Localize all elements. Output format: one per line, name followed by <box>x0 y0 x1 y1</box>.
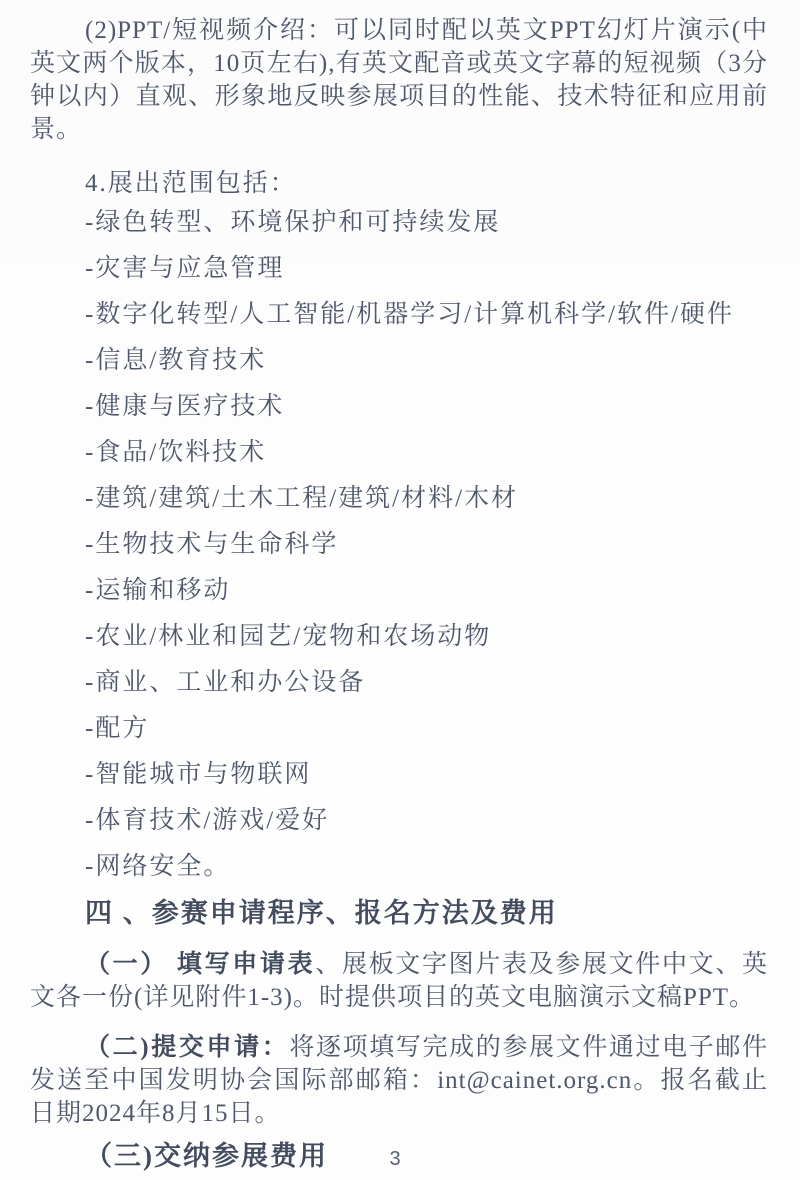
scope-list-item: -网络安全。 <box>85 853 231 880</box>
heading-pay-exhibition-fee: （三)交纳参展费用 <box>85 1141 328 1171</box>
section-heading-application: 四 、参赛申请程序、报名方法及费用 <box>85 898 558 928</box>
scope-list-item: -食品/饮料技术 <box>85 439 267 466</box>
scope-list-item: -生物技术与生命科学 <box>85 531 339 558</box>
submit-lead-text: （二)提交申请： <box>85 1034 290 1061</box>
scope-list <box>85 200 768 890</box>
scope-heading: 4.展出范围包括： <box>85 170 297 197</box>
scope-list-item: -建筑/建筑/土木工程/建筑/材料/木材 <box>85 485 519 512</box>
scope-list-item: -农业/林业和园艺/宠物和农场动物 <box>85 623 492 650</box>
scope-list-item: -智能城市与物联网 <box>85 761 312 788</box>
submit-body-text: 将逐项填写完成的参展文件通过电子邮件 发送至中国发明协会国际部邮箱：int@cainet.org.cn。报名截止日期2024年8月15日。 <box>30 1034 768 1127</box>
scope-list-item: -配方 <box>85 715 150 742</box>
scope-list-item: -数字化转型/人工智能/机器学习/计算机科学/软件/硬件 <box>85 301 735 328</box>
scope-list-item: -绿色转型、环境保护和可持续发展 <box>85 209 501 236</box>
fill-form-body-text: 、展板文字图片表及参展文件中文、英文各一份(详见附件1-3)。时提供项目的英文电脑演示文稿PPT。 <box>30 951 768 1011</box>
scope-list-item: -运输和移动 <box>85 577 231 604</box>
scope-list-item: -信息/教育技术 <box>85 347 267 374</box>
scope-list-item: -灾害与应急管理 <box>85 255 285 282</box>
scope-list-item: -健康与医疗技术 <box>85 393 285 420</box>
scope-list-item: -体育技术/游戏/爱好 <box>85 807 330 834</box>
fill-form-lead-text: （一） 填写申请表 <box>85 951 316 978</box>
paragraph-submit-application <box>30 1031 768 1130</box>
page-number: 3 <box>389 1148 401 1170</box>
paragraph-ppt-intro: (2)PPT/短视频介绍：可以同时配以英文PPT幻灯片演示(中英文两个版本，10页左右),有英文配音或英文字幕的短视频（3分钟以内）直观、形象地反映参展项目的性能、技术特征和应用前景。 <box>30 17 768 143</box>
scope-list-item: -商业、工业和办公设备 <box>85 669 366 696</box>
paragraph-fill-form <box>30 948 768 1014</box>
